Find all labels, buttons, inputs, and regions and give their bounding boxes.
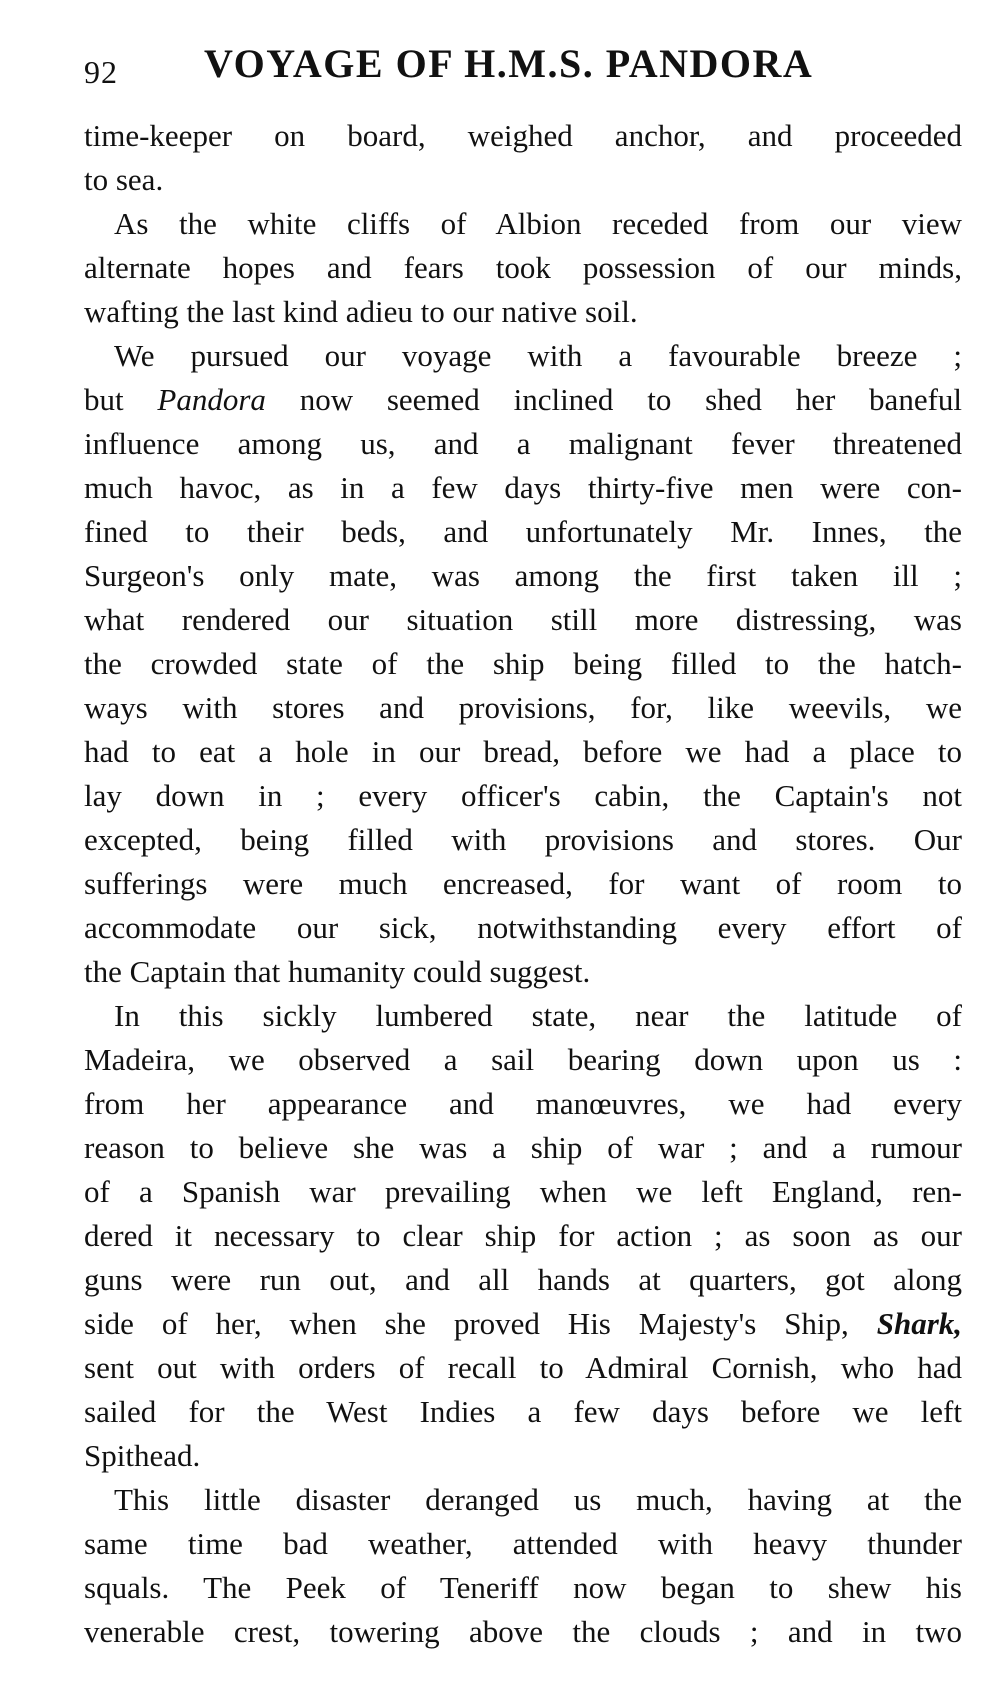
- text-line: lay down in ; every officer's cabin, the Captain's not: [84, 778, 962, 813]
- text-line: what rendered our situation still more distressing, was: [84, 602, 962, 637]
- text-line: sailed for the West Indies a few days before we left: [84, 1394, 962, 1429]
- text-line: sufferings were much encreased, for want of room to: [84, 866, 962, 901]
- paragraph: [84, 994, 962, 1478]
- text-line: reason to believe she was a ship of war ; and a rumour: [84, 1130, 962, 1165]
- text-line: of a Spanish war prevailing when we left England, ren-: [84, 1174, 962, 1209]
- text-line: We pursued our voyage with a favourable breeze ;: [114, 338, 962, 373]
- paragraph: [84, 1478, 962, 1654]
- text-line: As the white cliffs of Albion receded from our view: [114, 206, 962, 241]
- text-line: accommodate our sick, notwithstanding every effort of: [84, 910, 962, 945]
- text-line: venerable crest, towering above the clouds ; and in two: [84, 1614, 962, 1649]
- body-text: [84, 114, 962, 1654]
- text-line: the Captain that humanity could suggest.: [84, 954, 591, 989]
- text-line: much havoc, as in a few days thirty-five men were con-: [84, 470, 962, 505]
- text-line: from her appearance and manœuvres, we had every: [84, 1086, 962, 1121]
- page-number: 92: [84, 54, 118, 90]
- text-line: Surgeon's only mate, was among the first taken ill ;: [84, 558, 962, 593]
- text-line-with-italic: [84, 1302, 962, 1346]
- text-line: Spithead.: [84, 1438, 201, 1473]
- text-line: wafting the last kind adieu to our native soil.: [84, 294, 638, 329]
- text-line: fined to their beds, and unfortunately Mr. Innes, the: [84, 514, 962, 549]
- ship-name-italic: Pandora: [157, 382, 266, 417]
- text-fragment: side of her, when she proved His Majesty's Ship,: [84, 1306, 849, 1341]
- text-line: This little disaster deranged us much, having at the: [114, 1482, 962, 1517]
- text-line: In this sickly lumbered state, near the latitude of: [114, 998, 962, 1033]
- text-line-with-italic: [84, 378, 962, 422]
- text-fragment: but: [84, 382, 124, 417]
- text-line: guns were run out, and all hands at quarters, got along: [84, 1262, 962, 1297]
- text-line: squals. The Peek of Teneriff now began to shew his: [84, 1570, 962, 1605]
- paragraph: [84, 114, 962, 202]
- text-line: Madeira, we observed a sail bearing down upon us :: [84, 1042, 962, 1077]
- ship-name-italic: Shark,: [876, 1306, 962, 1341]
- page-header: [84, 40, 964, 100]
- paragraph: [84, 202, 962, 334]
- text-line: the crowded state of the ship being filled to the hatch-: [84, 646, 962, 681]
- text-line: excepted, being filled with provisions and stores. Our: [84, 822, 962, 857]
- text-line: time-keeper on board, weighed anchor, and proceeded: [84, 118, 962, 153]
- text-line: to sea.: [84, 162, 164, 197]
- text-line: sent out with orders of recall to Admiral Cornish, who had: [84, 1350, 962, 1385]
- paragraph: [84, 334, 962, 994]
- running-head-title: VOYAGE OF H.M.S. PANDORA: [204, 41, 814, 86]
- text-line: ways with stores and provisions, for, like weevils, we: [84, 690, 962, 725]
- text-line: dered it necessary to clear ship for action ; as soon as our: [84, 1218, 962, 1253]
- text-line: alternate hopes and fears took possession of our minds,: [84, 250, 962, 285]
- text-line: influence among us, and a malignant fever threatened: [84, 426, 962, 461]
- text-line: had to eat a hole in our bread, before we had a place to: [84, 734, 962, 769]
- text-line: same time bad weather, attended with heavy thunder: [84, 1526, 962, 1561]
- text-fragment: now seemed inclined to shed her baneful: [299, 382, 962, 417]
